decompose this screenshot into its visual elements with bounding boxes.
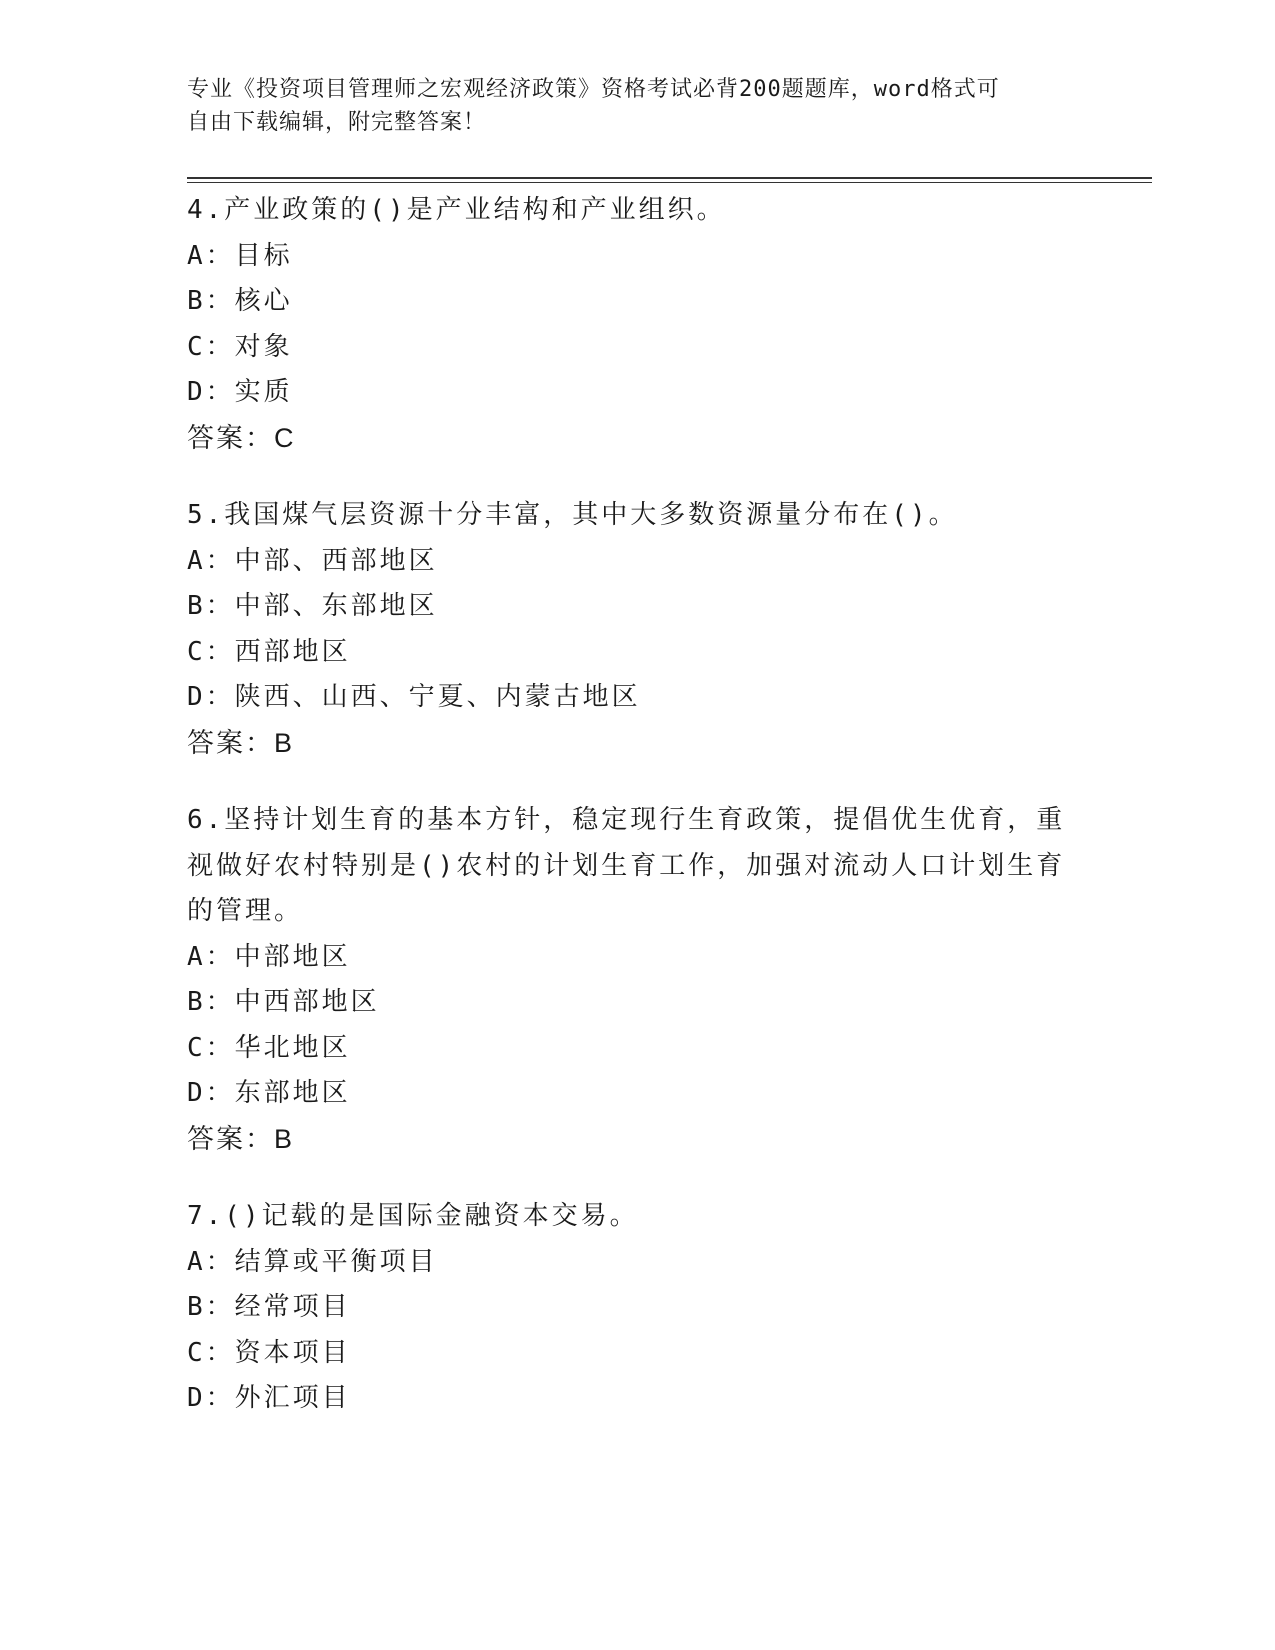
question-7 [187,1194,1067,1422]
option-a: A：中部地区 [187,941,351,972]
option-b: B：核心 [187,286,293,316]
option-c: C：资本项目 [187,1337,351,1368]
option-d: D：东部地区 [187,1078,351,1108]
question-text-line-1: 6.坚持计划生育的基本方针，稳定现行生育政策，提倡优生优育，重 [187,805,1066,835]
option-b: B：中部、东部地区 [187,591,438,621]
option-b: B：经常项目 [187,1292,351,1322]
question-text: 5.我国煤气层资源十分丰富，其中大多数资源量分布在()。 [187,500,958,530]
option-c: C：对象 [187,331,293,362]
question-list [187,188,1067,1454]
header-line-2: 自由下载编辑，附完整答案！ [187,110,487,135]
option-c: C：西部地区 [187,636,351,667]
question-6 [187,798,1067,1162]
header-divider-thick [187,177,1152,179]
option-d: D：陕西、山西、宁夏、内蒙古地区 [187,682,641,712]
option-d: D：外汇项目 [187,1383,351,1413]
option-d: D：实质 [187,377,293,407]
answer: 答案：C [187,422,296,453]
option-a: A：目标 [187,240,293,271]
header-divider-thin [187,182,1152,183]
document-header [187,73,1067,139]
question-text: 4.产业政策的()是产业结构和产业组织。 [187,195,726,225]
document-page [187,0,1152,1650]
question-text: 7.()记载的是国际金融资本交易。 [187,1201,639,1231]
answer: 答案：B [187,1123,295,1154]
question-text-line-2: 视做好农村特别是()农村的计划生育工作，加强对流动人口计划生育 [187,850,1066,881]
option-a: A：中部、西部地区 [187,545,438,576]
question-5 [187,493,1067,766]
question-4 [187,188,1067,461]
option-c: C：华北地区 [187,1032,351,1063]
question-text-line-3: 的管理。 [187,896,304,926]
answer: 答案：B [187,727,295,758]
header-line-1: 专业《投资项目管理师之宏观经济政策》资格考试必背200题题库，word格式可 [187,77,1000,102]
option-b: B：中西部地区 [187,987,380,1017]
option-a: A：结算或平衡项目 [187,1246,438,1277]
